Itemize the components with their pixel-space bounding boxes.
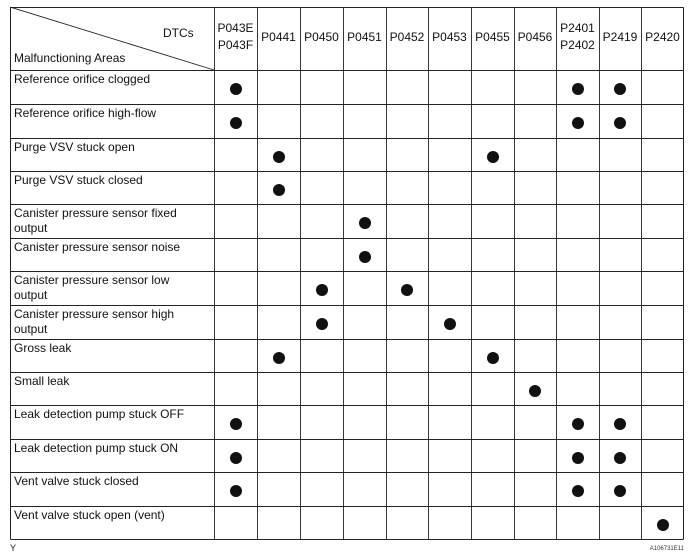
- malfunction-area-label: [14, 407, 184, 422]
- dtc-column-header: [514, 29, 556, 46]
- dtc-code: P0450: [304, 30, 339, 44]
- area-text-line: Small leak: [14, 374, 70, 388]
- applicable-dtc-dot: [359, 251, 371, 263]
- dtc-code: P0456: [517, 30, 553, 44]
- applicable-dtc-dot: [316, 284, 328, 296]
- applicable-dtc-dot: [273, 184, 285, 196]
- area-text-line: Reference orifice high-flow: [14, 106, 157, 120]
- applicable-dtc-dot: [614, 83, 626, 95]
- malfunction-area-label: [14, 441, 178, 456]
- malfunction-area-label: [14, 341, 71, 356]
- figure-id: A106731E11: [649, 546, 684, 552]
- area-text-line: output: [14, 221, 48, 235]
- malfunction-area-label: [14, 206, 177, 236]
- figure-mark: Y: [10, 543, 17, 553]
- applicable-dtc-dot: [487, 352, 499, 364]
- malfunction-area-label: [14, 173, 143, 188]
- malfunction-area-label: [14, 307, 174, 337]
- dtc-column-header: [599, 29, 641, 46]
- area-text-line: Canister pressure sensor noise: [14, 240, 181, 254]
- area-text-line: Vent valve stuck closed: [14, 474, 139, 488]
- area-text-line: Leak detection pump stuck OFF: [14, 407, 185, 421]
- dtc-column-header: [343, 29, 386, 46]
- dtc-code: P0441: [261, 30, 296, 44]
- applicable-dtc-dot: [572, 452, 584, 464]
- dtc-column-header: [471, 29, 514, 46]
- applicable-dtc-dot: [487, 151, 499, 163]
- applicable-dtc-dot: [657, 519, 669, 531]
- applicable-dtc-dot: [614, 117, 626, 129]
- applicable-dtc-dot: [401, 284, 413, 296]
- dtc-column-header: [257, 29, 300, 46]
- dtc-code: P043E: [217, 21, 254, 35]
- malfunction-area-label: [14, 508, 165, 523]
- dtc-code: P2401: [560, 21, 595, 35]
- malfunction-area-label: [14, 374, 69, 389]
- applicable-dtc-dot: [230, 485, 242, 497]
- malfunction-area-label: [14, 240, 180, 255]
- corner-label-malfunctioning-areas: Malfunctioning Areas: [14, 51, 126, 65]
- area-text-line: Purge VSV stuck open: [14, 140, 135, 154]
- dtc-code: P2402: [560, 38, 595, 52]
- malfunction-area-label: [14, 72, 150, 87]
- applicable-dtc-dot: [572, 418, 584, 430]
- dtc-column-header: [428, 29, 471, 46]
- area-text-line: output: [14, 288, 48, 302]
- dtc-code: P0451: [347, 30, 382, 44]
- applicable-dtc-dot: [230, 83, 242, 95]
- applicable-dtc-dot: [316, 318, 328, 330]
- applicable-dtc-dot: [529, 385, 541, 397]
- applicable-dtc-dot: [273, 352, 285, 364]
- dtc-column-header: [214, 20, 257, 54]
- applicable-dtc-dot: [572, 485, 584, 497]
- malfunction-area-label: [14, 273, 169, 303]
- area-text-line: output: [14, 322, 48, 336]
- malfunction-area-label: [14, 474, 139, 489]
- applicable-dtc-dot: [230, 117, 242, 129]
- dtc-column-header: [556, 20, 599, 54]
- dtc-code: P2419: [602, 30, 638, 44]
- dtc-column-header: [386, 29, 428, 46]
- area-text-line: Reference orifice clogged: [14, 72, 151, 86]
- area-text-line: Gross leak: [14, 341, 72, 355]
- area-text-line: Purge VSV stuck closed: [14, 173, 143, 187]
- area-text-line: Canister pressure sensor low: [14, 273, 170, 287]
- malfunction-area-label: [14, 140, 135, 155]
- corner-label-dtcs: DTCs: [163, 26, 194, 40]
- applicable-dtc-dot: [230, 452, 242, 464]
- applicable-dtc-dot: [614, 418, 626, 430]
- applicable-dtc-dot: [273, 151, 285, 163]
- applicable-dtc-dot: [572, 117, 584, 129]
- dtc-code: P0452: [389, 30, 425, 44]
- dtc-code: P2420: [645, 30, 680, 44]
- applicable-dtc-dot: [359, 217, 371, 229]
- area-text-line: Vent valve stuck open (vent): [14, 508, 165, 522]
- dtc-code: P0455: [475, 30, 510, 44]
- applicable-dtc-dot: [444, 318, 456, 330]
- applicable-dtc-dot: [614, 452, 626, 464]
- dtc-code: P043F: [217, 38, 254, 52]
- dtc-matrix-table: [10, 7, 684, 540]
- malfunction-area-label: [14, 106, 156, 121]
- area-text-line: Leak detection pump stuck ON: [14, 441, 179, 455]
- dtc-column-header: [300, 29, 343, 46]
- applicable-dtc-dot: [614, 485, 626, 497]
- area-text-line: Canister pressure sensor fixed: [14, 206, 177, 220]
- dtc-column-header: [641, 29, 684, 46]
- applicable-dtc-dot: [572, 83, 584, 95]
- dtc-code: P0453: [432, 30, 467, 44]
- applicable-dtc-dot: [230, 418, 242, 430]
- area-text-line: Canister pressure sensor high: [14, 307, 175, 321]
